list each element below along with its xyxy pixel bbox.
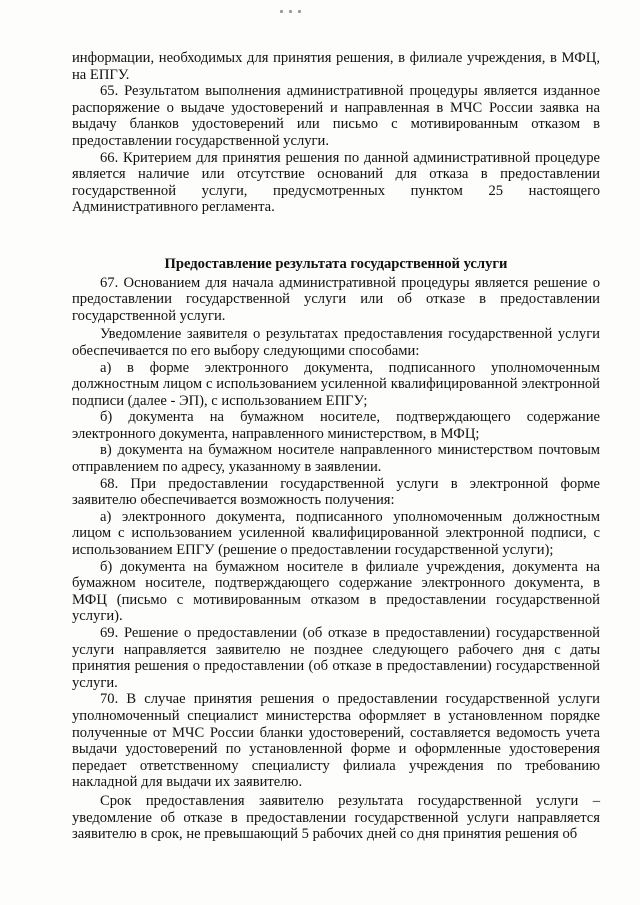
paragraph-69: 69. Решение о предоставлении (об отказе в предоставлении) государственной услуги направляется заявителю не позднее следующего рабочего дня с даты принятия решения о предоставлении (об отказе в предоставлении) государственной услуги. [72, 625, 600, 691]
paragraph-68: 68. При предоставлении государственной услуги в электронной форме заявителю обеспечивается возможность получения: [72, 475, 600, 509]
paragraph-67-b: б) документа на бумажном носителе, подтверждающего содержание электронного документа, направленного министерством, в МФЦ; [72, 409, 600, 442]
paragraph-68-b: б) документа на бумажном носителе в филиале учреждения, документа на бумажном носителе, подтверждающего содержание электронного документа, в МФЦ (письмо с мотивированным отказом в предоставлении государственной услуги). [72, 558, 600, 625]
paragraph-67-notice: Уведомление заявителя о результатах предоставления государственной услуги обеспечивается по его выбору следующими способами: [72, 326, 600, 359]
paragraph-70-term: Срок предоставления заявителю результата государственной услуги – уведомление об отказе в предоставлении государственной услуги направляется заявителю в срок, не превышающий 5 рабочих дней со дня принятия решения об [72, 792, 600, 843]
paragraph-66: 66. Критерием для принятия решения по данной административной процедуре является наличие или отсутствие оснований для отказа в предоставлении государственной услуги, предусмотренных пунктом 25 настоящего Административного регламента. [72, 149, 600, 216]
section-heading: Предоставление результата государственной услуги [164, 255, 508, 272]
paragraph-68-a: а) электронного документа, подписанного уполномоченным должностным лицом с использованием усиленной квалифицированной электронной подписи, с использованием ЕПГУ (решение о предоставлении государственной услуги); [72, 508, 600, 559]
paragraph-65: 65. Результатом выполнения административной процедуры является изданное распоряжение о выдаче удостоверений и направленная в МЧС России заявка на выдачу бланков удостоверений или письмо с мотивированным отказом в предоставлении государственной услуги. [72, 83, 600, 149]
paragraph-70: 70. В случае принятия решения о предоставлении государственной услуги уполномоченный специалист министерства оформляет в установленном порядке полученные от МЧС России бланки удостоверений, составляется ведомость учета выдачи удостоверений по установленной форме и оформленные удостоверения передает ответственному специалисту филиала учреждения по требованию накладной для выдачи их заявителю. [72, 691, 600, 791]
scan-artifact [280, 0, 320, 4]
paragraph-67-a: а) в форме электронного документа, подписанного уполномоченным должностным лицом с использованием усиленной квалифицированной электронной подписи (далее - ЭП), с использованием ЕПГУ; [72, 359, 600, 409]
paragraph-67-v: в) документа на бумажном носителе направленного министерством почтовым отправлением по адресу, указанному в заявлении. [72, 442, 600, 476]
paragraph-67: 67. Основанием для начала административной процедуры является решение о предоставлении государственной услуги или об отказе в предоставлении государственной услуги. [72, 274, 600, 324]
paragraph-continuation: информации, необходимых для принятия решения, в филиале учреждения, в МФЦ, на ЕПГУ. [72, 50, 600, 83]
